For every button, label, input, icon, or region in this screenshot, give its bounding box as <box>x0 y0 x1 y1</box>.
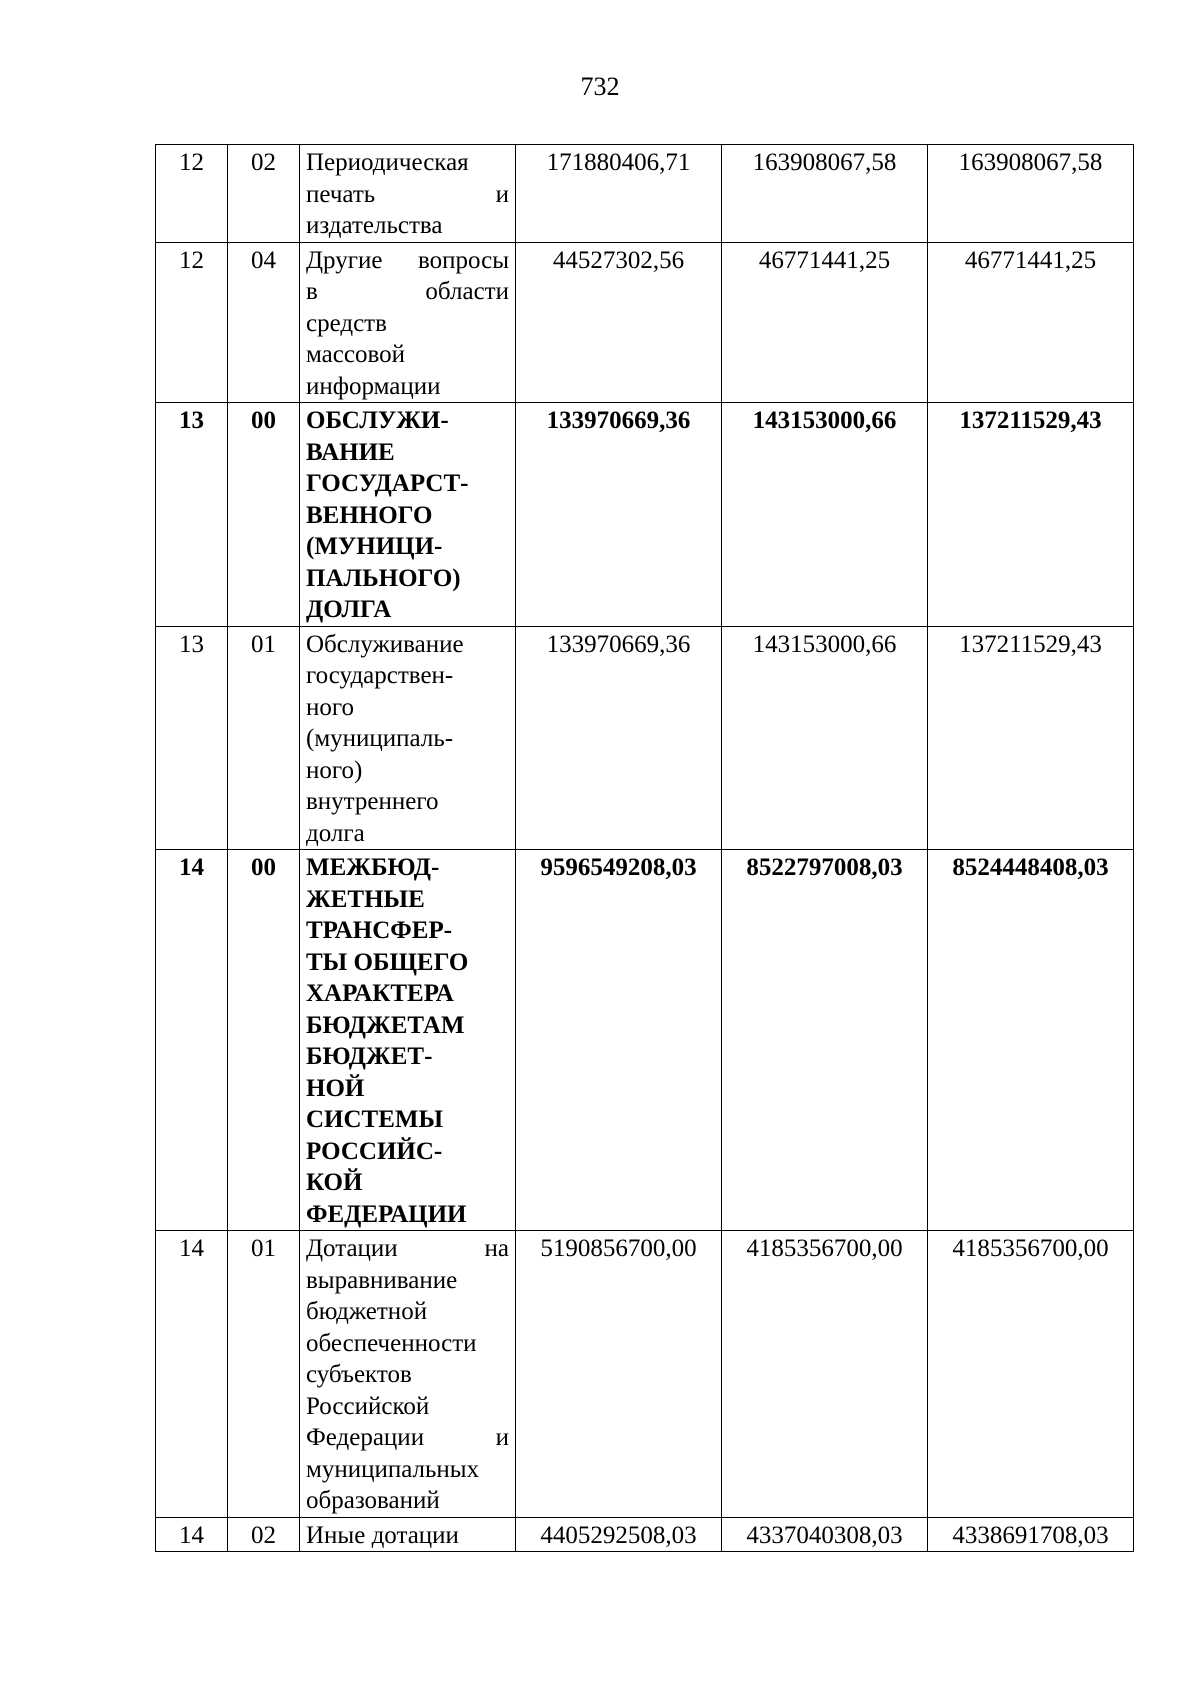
value-year-1: 171880406,71 <box>516 145 722 243</box>
item-name-line: МЕЖБЮД- <box>306 854 440 881</box>
item-name-line: ОБСЛУЖИ- <box>306 407 449 434</box>
item-name-line: ЖЕТНЫЕ <box>306 885 425 913</box>
subsection-code: 02 <box>228 1517 300 1552</box>
value-year-2: 46771441,25 <box>722 242 928 403</box>
item-name <box>300 626 516 850</box>
value-year-1: 133970669,36 <box>516 403 722 627</box>
page-number: 732 <box>580 72 620 101</box>
item-name-line: СИСТЕМЫ <box>306 1106 444 1133</box>
value-year-2: 4185356700,00 <box>722 1231 928 1518</box>
item-name-line: Иные дотации <box>306 1521 459 1549</box>
item-name-line: печать и <box>306 180 509 208</box>
item-name-line: (МУНИЦИ- <box>306 533 443 560</box>
item-name-line: НОЙ <box>306 1074 365 1102</box>
table-row <box>156 1517 1134 1552</box>
item-name-line: ного <box>306 693 355 721</box>
value-year-3: 46771441,25 <box>928 242 1134 403</box>
item-name-line: ПАЛЬНОГО) <box>306 564 461 592</box>
item-name-line: информации <box>306 372 441 400</box>
value-year-2: 163908067,58 <box>722 145 928 243</box>
item-name-line: БЮДЖЕТАМ <box>306 1011 465 1039</box>
item-name-line: Обслуживание <box>306 630 464 658</box>
table-row <box>156 242 1134 403</box>
item-name-line: ВЕННОГО <box>306 501 433 529</box>
subsection-code: 04 <box>228 242 300 403</box>
table-row <box>156 1231 1134 1518</box>
value-year-3: 4185356700,00 <box>928 1231 1134 1518</box>
table-row <box>156 626 1134 850</box>
item-name-line: государствен- <box>306 662 454 689</box>
item-name-line: ДОЛГА <box>306 596 392 623</box>
item-name <box>300 403 516 627</box>
table-row <box>156 403 1134 627</box>
section-code: 13 <box>156 626 228 850</box>
subsection-code: 01 <box>228 626 300 850</box>
item-name-line: бюджетной <box>306 1298 428 1325</box>
value-year-2: 143153000,66 <box>722 403 928 627</box>
item-name-line: массовой <box>306 341 405 368</box>
item-name-line: Периодическая <box>306 149 469 176</box>
item-name-line: ХАРАКТЕРА <box>306 980 454 1007</box>
subsection-code: 01 <box>228 1231 300 1518</box>
item-name-line: выравнивание <box>306 1266 458 1294</box>
item-name-line: Другие вопросы <box>306 246 509 274</box>
item-name-line: Российской <box>306 1392 430 1420</box>
item-name-line: Федерации и <box>306 1424 509 1451</box>
value-year-3: 4338691708,03 <box>928 1517 1134 1552</box>
value-year-3: 8524448408,03 <box>928 850 1134 1231</box>
value-year-2: 8522797008,03 <box>722 850 928 1231</box>
value-year-1: 4405292508,03 <box>516 1517 722 1552</box>
section-code: 12 <box>156 242 228 403</box>
value-year-3: 137211529,43 <box>928 626 1134 850</box>
item-name-line: (муниципаль- <box>306 725 454 752</box>
item-name-line: БЮДЖЕТ- <box>306 1043 433 1070</box>
item-name-line: РОССИЙС- <box>306 1137 443 1165</box>
item-name-line: Дотации на <box>306 1235 509 1262</box>
item-name <box>300 1231 516 1518</box>
budget-table <box>155 144 1134 1552</box>
value-year-1: 5190856700,00 <box>516 1231 722 1518</box>
value-year-1: 44527302,56 <box>516 242 722 403</box>
item-name-line: ТЫ ОБЩЕГО <box>306 948 469 976</box>
item-name-line: долга <box>306 819 365 847</box>
value-year-2: 143153000,66 <box>722 626 928 850</box>
item-name-line: КОЙ <box>306 1169 363 1196</box>
item-name-line: ГОСУДАРСТ- <box>306 470 469 497</box>
table-body <box>156 145 1134 1552</box>
table-row <box>156 850 1134 1231</box>
item-name <box>300 145 516 243</box>
item-name-line: в области <box>306 278 509 305</box>
item-name-line: издательства <box>306 212 443 239</box>
section-code: 12 <box>156 145 228 243</box>
item-name-line: муниципальных <box>306 1455 480 1483</box>
item-name-line: обеспеченности <box>306 1329 477 1357</box>
section-code: 14 <box>156 1231 228 1518</box>
item-name-line: образований <box>306 1487 440 1514</box>
value-year-1: 133970669,36 <box>516 626 722 850</box>
value-year-2: 4337040308,03 <box>722 1517 928 1552</box>
item-name <box>300 1517 516 1552</box>
item-name-line: внутреннего <box>306 788 439 815</box>
item-name-line: ного) <box>306 756 363 784</box>
value-year-3: 137211529,43 <box>928 403 1134 627</box>
value-year-1: 9596549208,03 <box>516 850 722 1231</box>
item-name-line: ВАНИЕ <box>306 438 395 466</box>
section-code: 14 <box>156 1517 228 1552</box>
item-name-line: средств <box>306 309 387 337</box>
section-code: 14 <box>156 850 228 1231</box>
item-name-line: ТРАНСФЕР- <box>306 917 453 944</box>
section-code: 13 <box>156 403 228 627</box>
subsection-code: 00 <box>228 850 300 1231</box>
table-row <box>156 145 1134 243</box>
item-name <box>300 850 516 1231</box>
subsection-code: 00 <box>228 403 300 627</box>
item-name-line: субъектов <box>306 1361 412 1388</box>
item-name-line: ФЕДЕРАЦИИ <box>306 1200 467 1228</box>
subsection-code: 02 <box>228 145 300 243</box>
value-year-3: 163908067,58 <box>928 145 1134 243</box>
item-name <box>300 242 516 403</box>
